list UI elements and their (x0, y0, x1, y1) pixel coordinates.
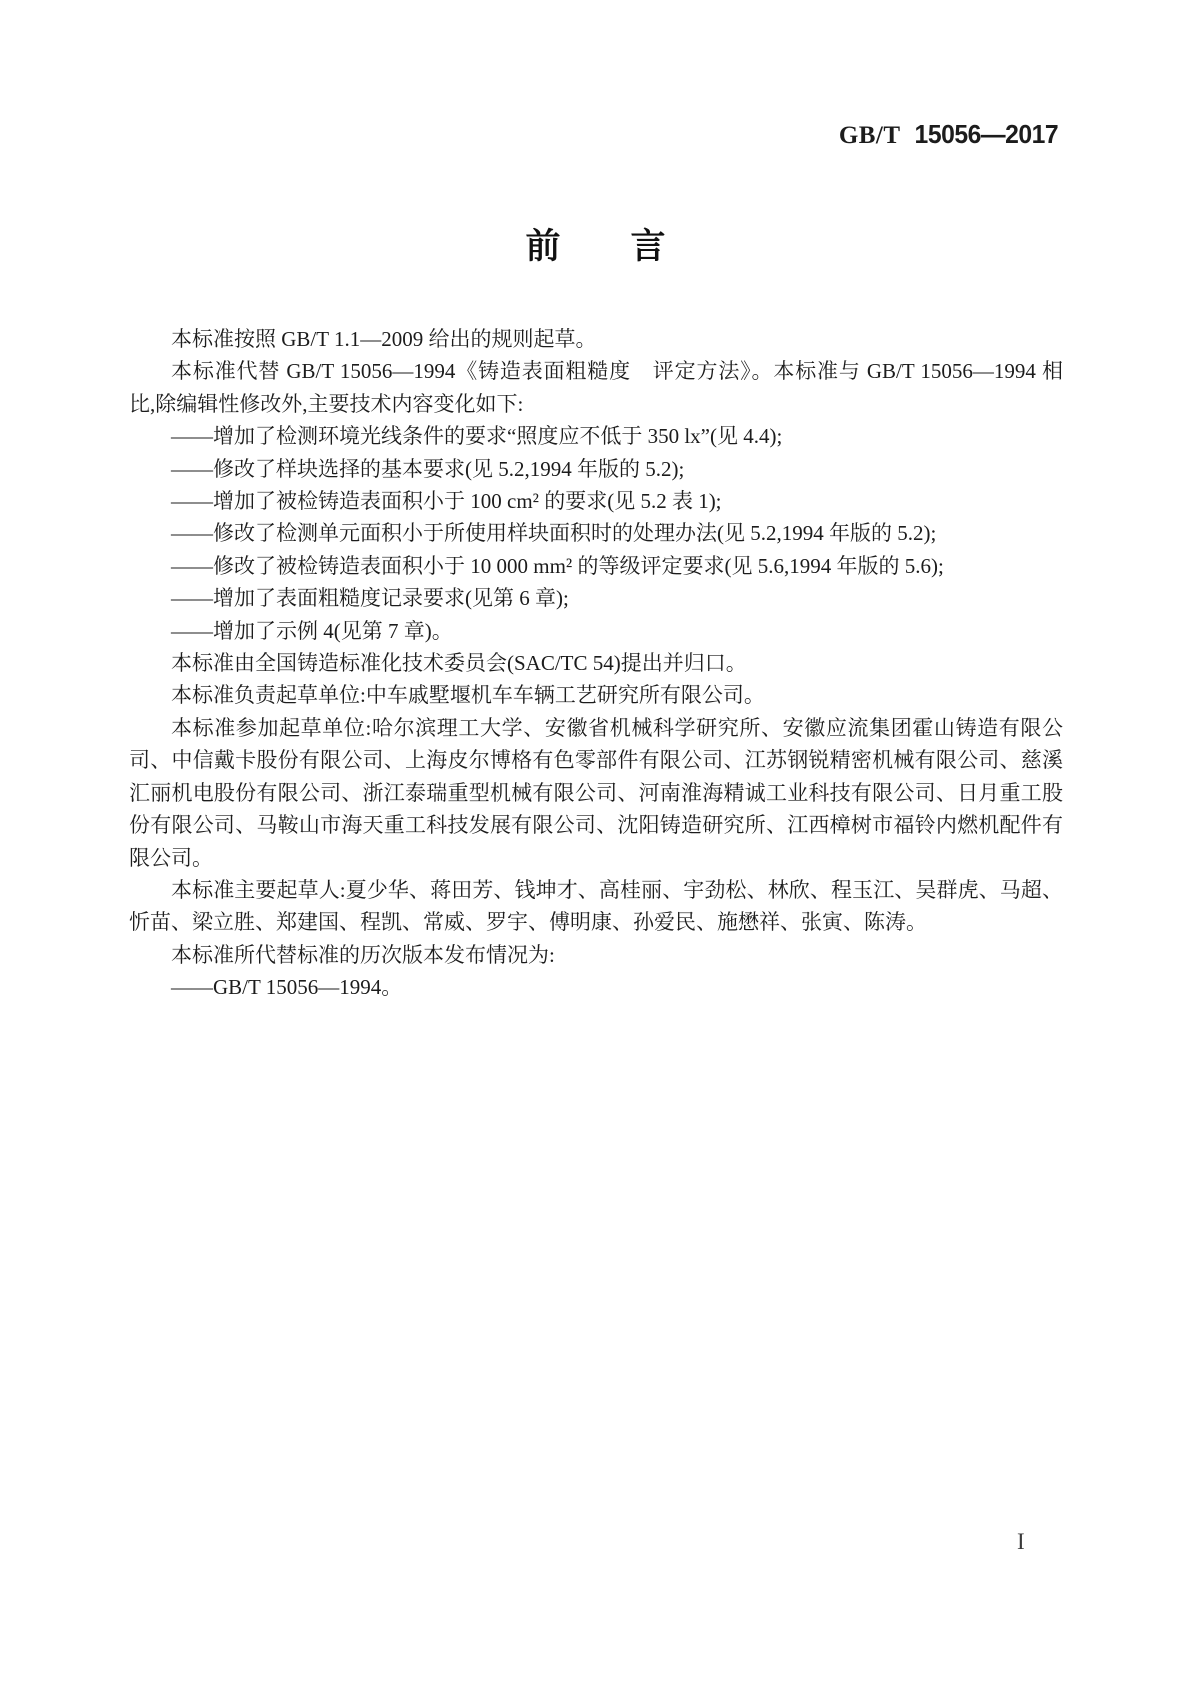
standard-code-number: 15056—2017 (914, 119, 1058, 149)
foreword-change-item-area-100cm2: ——增加了被检铸造表面积小于 100 cm² 的要求(见 5.2 表 1); (171, 489, 722, 514)
foreword-paragraph-committee: 本标准由全国铸造标准化技术委员会(SAC/TC 54)提出并归口。 (171, 651, 747, 676)
standard-code (839, 119, 1058, 150)
page-title: 前 言 (525, 227, 666, 266)
foreword-change-item-roughness-record: ——增加了表面粗糙度记录要求(见第 6 章); (171, 586, 569, 611)
foreword-paragraph-previous-editions-intro: 本标准所代替标准的历次版本发布情况为: (171, 942, 555, 967)
foreword-change-item-example4: ——增加了示例 4(见第 7 章)。 (171, 618, 453, 643)
foreword-change-item-lighting: ——增加了检测环境光线条件的要求“照度应不低于 350 lx”(见 4.4); (171, 424, 783, 449)
foreword-change-item-unit-area: ——修改了检测单元面积小于所使用样块面积时的处理办法(见 5.2,1994 年版的 5.2); (171, 521, 937, 546)
foreword-paragraph-drafters: 本标准主要起草人:夏少华、蒋田芳、钱坤才、高桂丽、宇劲松、林欣、程玉江、吴群虎、马超、忻苗、梁立胜、郑建国、程凯、常威、罗宇、傅明康、孙爱民、施懋祥、张寅、陈涛。 (129, 877, 1063, 935)
foreword-paragraph-drafting-rule: 本标准按照 GB/T 1.1—2009 给出的规则起草。 (171, 327, 597, 351)
foreword-change-item-sample-block: ——修改了样块选择的基本要求(见 5.2,1994 年版的 5.2); (171, 456, 685, 481)
page-number: I (1017, 1529, 1025, 1554)
foreword-change-item-area-10000mm2: ——修改了被检铸造表面积小于 10 000 mm² 的等级评定要求(见 5.6,1994 年版的 5.6); (171, 553, 944, 578)
standard-code-prefix: GB/T (838, 122, 901, 149)
foreword-body (129, 323, 1063, 1004)
foreword-paragraph-chief-drafting-org: 本标准负责起草单位:中车戚墅堰机车车辆工艺研究所有限公司。 (171, 683, 765, 708)
foreword-paragraph-participating-orgs: 本标准参加起草单位:哈尔滨理工大学、安徽省机械科学研究所、安徽应流集团霍山铸造有限公司、中信戴卡股份有限公司、上海皮尔博格有色零部件有限公司、江苏钢锐精密机械有限公司、慈溪汇丽机电股份有限公司、浙江泰瑞重型机械有限公司、河南淮海精诚工业科技有限公司、日月重工股份有限公司、马鞍山市海天重工科技发展有限公司、沈阳铸造研究所、江西樟树市福铃内燃机配件有限公司。 (129, 715, 1063, 870)
foreword-paragraph-replaces: 本标准代替 GB/T 15056—1994《铸造表面粗糙度 评定方法》。本标准与 GB/T 15056—1994 相比,除编辑性修改外,主要技术内容变化如下: (129, 359, 1063, 416)
foreword-paragraph-previous-edition-item: ——GB/T 15056—1994。 (171, 975, 403, 1000)
